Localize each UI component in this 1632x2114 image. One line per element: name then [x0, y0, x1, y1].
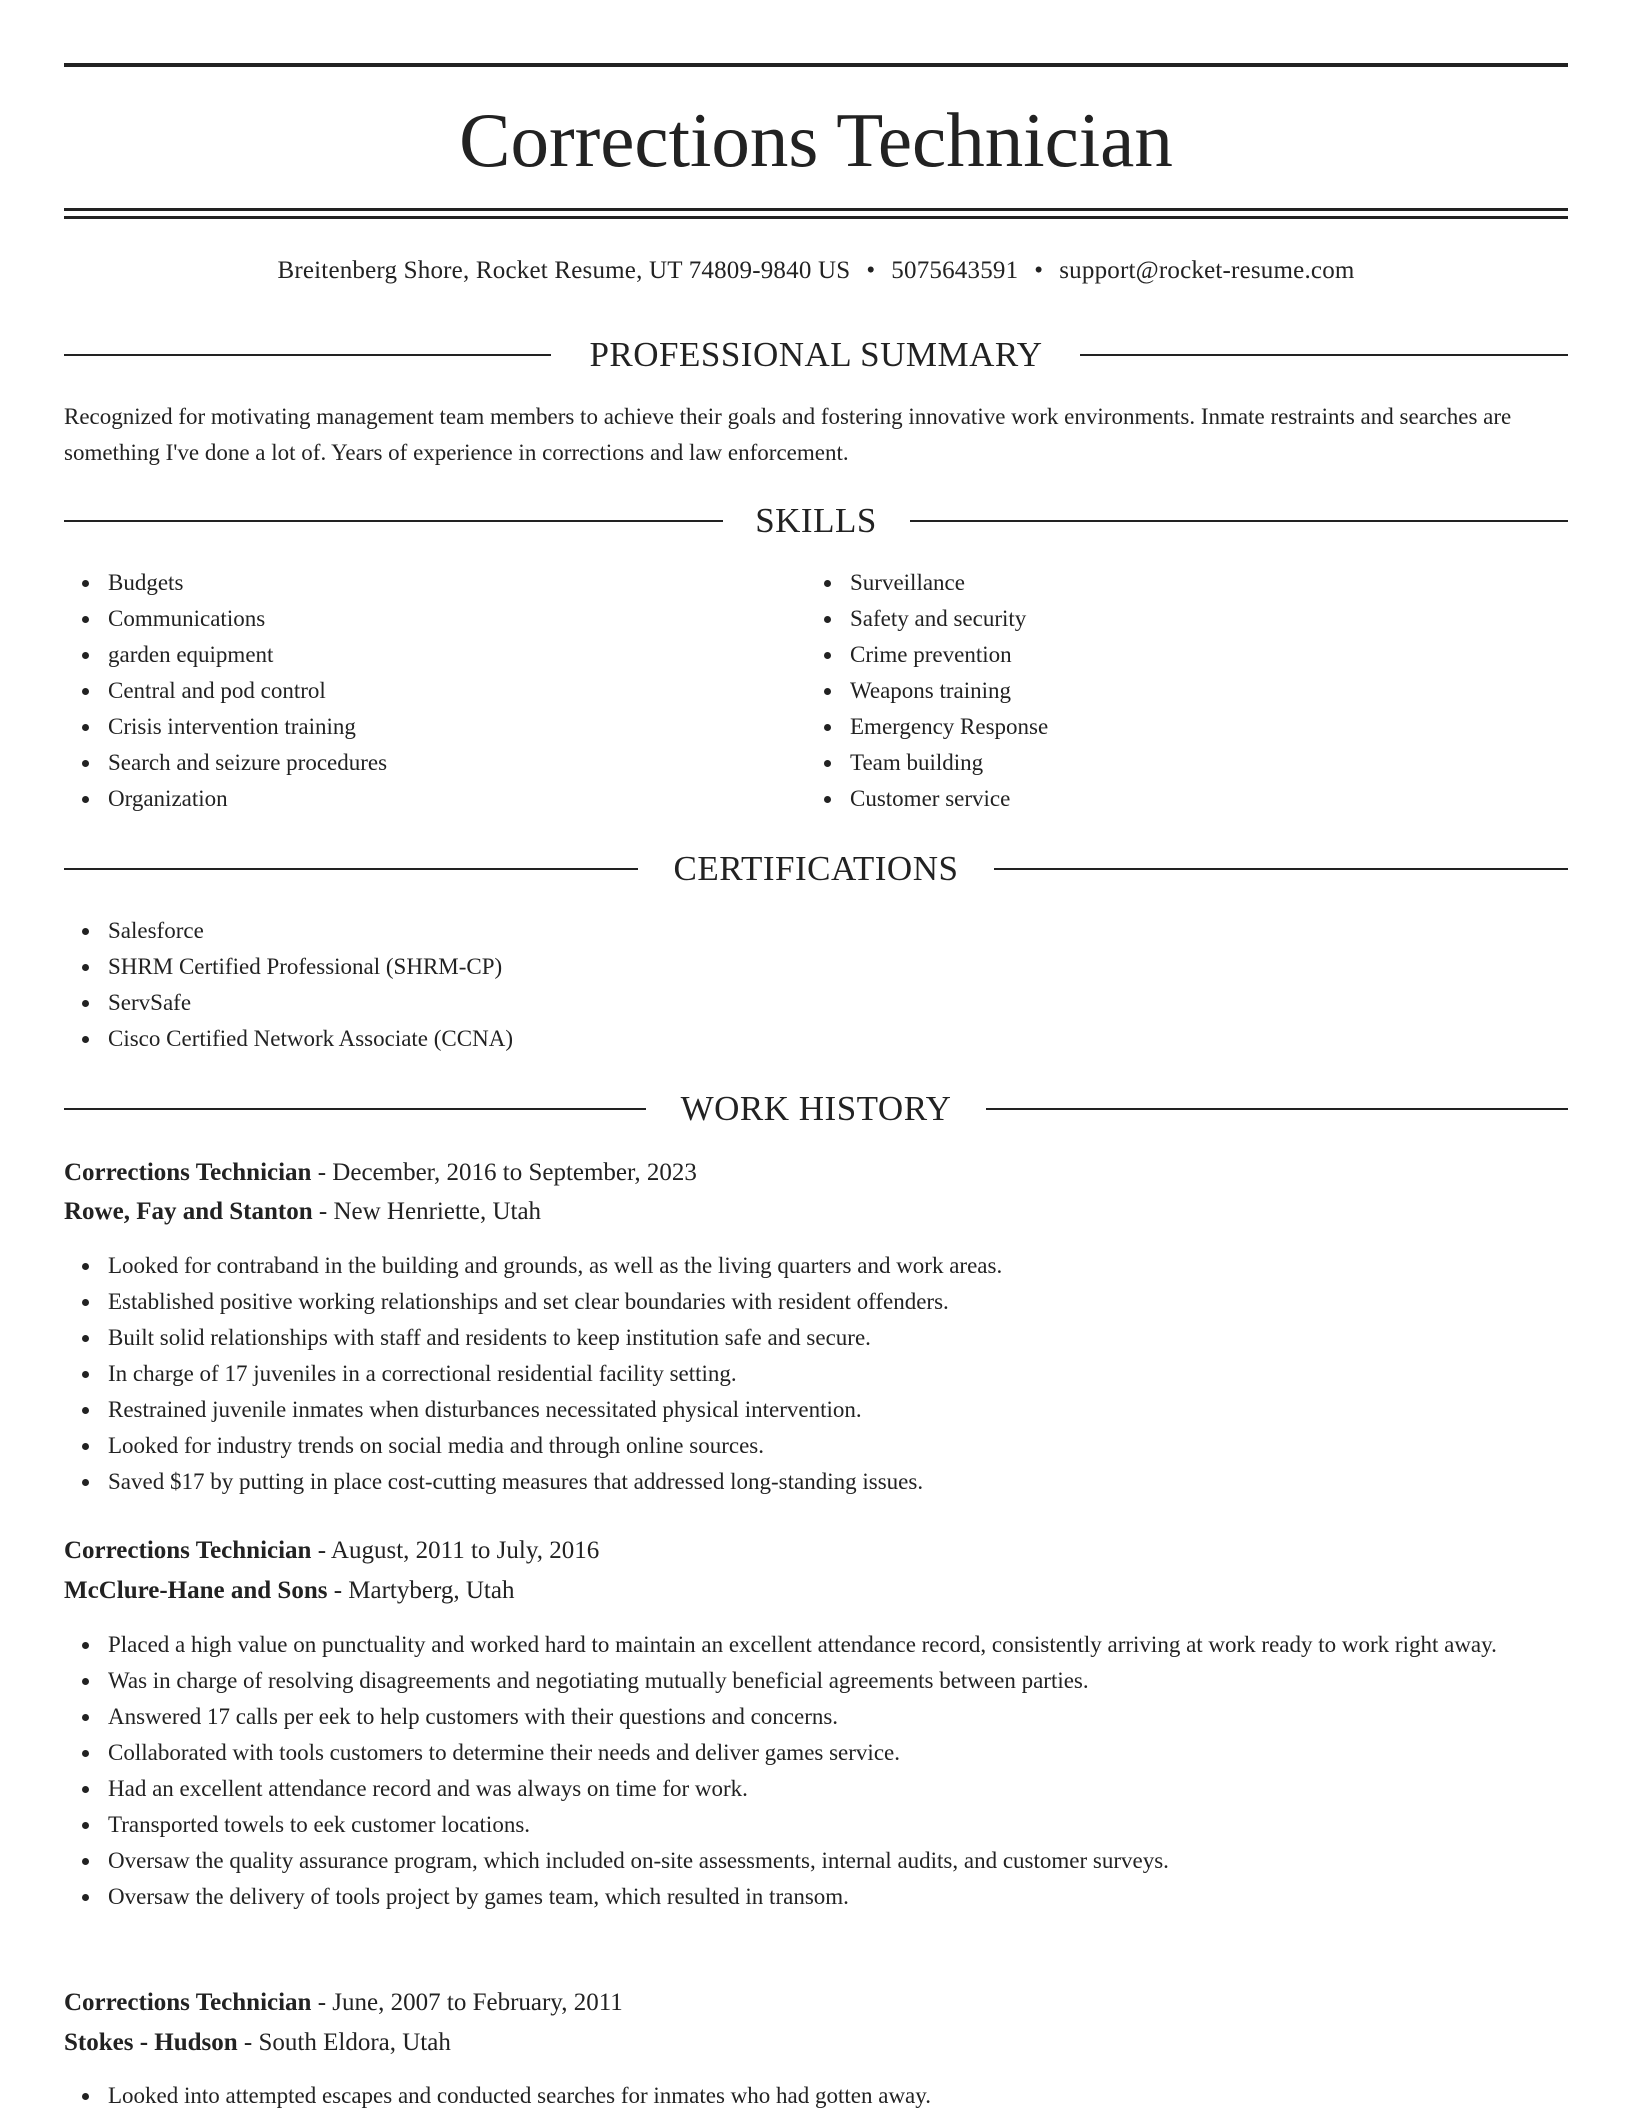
job-location: - New Henriette, Utah: [312, 1198, 542, 1225]
job-location: - Martyberg, Utah: [327, 1577, 515, 1604]
job-company-line: [64, 1194, 1568, 1230]
list-item: garden equipment: [64, 637, 804, 673]
contact-line: [64, 254, 1568, 288]
list-item: Customer service: [806, 781, 1546, 817]
resume-name: Corrections Technician: [459, 97, 1173, 183]
job-company: McClure-Hane and Sons: [64, 1577, 328, 1604]
list-item: Budgets: [64, 565, 804, 601]
job-company-line: [64, 2025, 1568, 2061]
work-history-heading: [64, 1089, 1568, 1129]
job-title-line: [64, 1533, 1568, 1569]
list-item: Looked into attempted escapes and conducted searches for inmates who had gotten away.: [64, 2078, 1568, 2114]
list-item: Looked for industry trends on social media and through online sources.: [64, 1428, 1568, 1464]
list-item: SHRM Certified Professional (SHRM-CP): [64, 949, 1568, 985]
double-rule-bottom: [64, 216, 1568, 219]
job-bullets: [64, 1248, 1568, 1500]
section-title: CERTIFICATIONS: [673, 849, 959, 888]
list-item: Search and seizure procedures: [64, 745, 804, 781]
job-company: Stokes - Hudson: [64, 2029, 238, 2056]
list-item: Established positive working relationships and set clear boundaries with resident offenders.: [64, 1284, 1568, 1320]
list-item: Emergency Response: [806, 709, 1546, 745]
list-item: Restrained juvenile inmates when disturbances necessitated physical intervention.: [64, 1392, 1568, 1428]
section-title: SKILLS: [755, 501, 877, 540]
certifications-list: [64, 913, 1568, 1057]
list-item: Saved $17 by putting in place cost-cutting measures that addressed long-standing issues.: [64, 1464, 1568, 1500]
list-item: Central and pod control: [64, 673, 804, 709]
summary-heading: [64, 335, 1568, 375]
job-dates: - August, 2011 to July, 2016: [311, 1537, 600, 1564]
list-item: Crime prevention: [806, 637, 1546, 673]
contact-address: Breitenberg Shore, Rocket Resume, UT 74809-9840 US: [277, 257, 851, 284]
skills-heading: [64, 501, 1568, 541]
summary-text: Recognized for motivating management team members to achieve their goals and fostering innovative work environments. Inmate restraints and searches are something I've done a lot of. Years of experience in corrections and law enforcement.: [64, 404, 1512, 465]
list-item: Had an excellent attendance record and was always on time for work.: [64, 1771, 1568, 1807]
job-title: Corrections Technician: [64, 1537, 312, 1564]
list-item: Collaborated with tools customers to determine their needs and deliver games service.: [64, 1735, 1568, 1771]
list-item: Oversaw the quality assurance program, which included on-site assessments, internal audits, and customer surveys.: [64, 1843, 1568, 1879]
certifications-heading: [64, 849, 1568, 889]
job-location: - South Eldora, Utah: [237, 2029, 451, 2056]
job-title: Corrections Technician: [64, 1989, 312, 2016]
list-item: Communications: [64, 601, 804, 637]
list-item: In charge of 17 juveniles in a correctional residential facility setting.: [64, 1356, 1568, 1392]
skills-list-left: [64, 565, 804, 817]
job-company: Rowe, Fay and Stanton: [64, 1198, 313, 1225]
job-bullets: [64, 2078, 1568, 2114]
double-rule-top: [64, 208, 1568, 211]
list-item: Surveillance: [806, 565, 1546, 601]
list-item: Answered 17 calls per eek to help customers with their questions and concerns.: [64, 1699, 1568, 1735]
list-item: Placed a high value on punctuality and worked hard to maintain an excellent attendance record, consistently arriving at work ready to work right away.: [64, 1627, 1568, 1663]
section-title: PROFESSIONAL SUMMARY: [589, 335, 1043, 374]
contact-email: support@rocket-resume.com: [1059, 257, 1355, 284]
top-rule: [64, 63, 1568, 67]
list-item: Built solid relationships with staff and residents to keep institution safe and secure.: [64, 1320, 1568, 1356]
list-item: Looked for contraband in the building and grounds, as well as the living quarters and work areas.: [64, 1248, 1568, 1284]
job-dates: - December, 2016 to September, 2023: [311, 1159, 697, 1186]
list-item: ServSafe: [64, 985, 1568, 1021]
list-item: Team building: [806, 745, 1546, 781]
contact-separator: •: [866, 257, 876, 284]
job-title-line: [64, 1985, 1568, 2021]
contact-separator: •: [1034, 257, 1044, 284]
job-title: Corrections Technician: [64, 1159, 312, 1186]
list-item: Safety and security: [806, 601, 1546, 637]
job-dates: - June, 2007 to February, 2011: [311, 1989, 623, 2016]
list-item: Oversaw the delivery of tools project by games team, which resulted in transom.: [64, 1879, 1568, 1915]
contact-phone: 5075643591: [891, 257, 1019, 284]
list-item: Cisco Certified Network Associate (CCNA): [64, 1021, 1568, 1057]
job-title-line: [64, 1155, 1568, 1191]
list-item: Transported towels to eek customer locations.: [64, 1807, 1568, 1843]
section-title: WORK HISTORY: [680, 1089, 952, 1128]
list-item: Organization: [64, 781, 804, 817]
skills-list-right: [806, 565, 1546, 817]
list-item: Crisis intervention training: [64, 709, 804, 745]
job-company-line: [64, 1573, 1568, 1609]
list-item: Weapons training: [806, 673, 1546, 709]
list-item: Salesforce: [64, 913, 1568, 949]
job-bullets: [64, 1627, 1568, 1915]
list-item: Was in charge of resolving disagreements and negotiating mutually beneficial agreements between parties.: [64, 1663, 1568, 1699]
